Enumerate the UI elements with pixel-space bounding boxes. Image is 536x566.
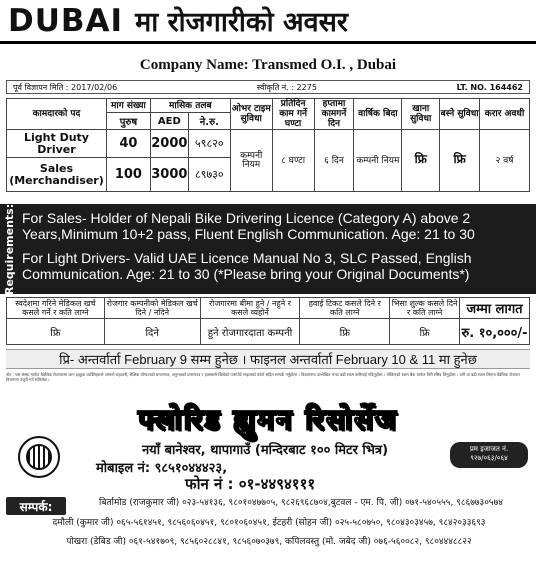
row-quantity: 40 bbox=[106, 130, 150, 158]
agency-address: नयाँ बानेश्वर, थापागाउँ (मन्दिरबाट १०० मिटर भित्र) bbox=[141, 443, 389, 458]
header-housing: बस्ने सुविधा bbox=[440, 99, 480, 130]
housing-value: फ्रि bbox=[453, 152, 466, 166]
fee-header-visa: भिसा शुल्क कसले दिने र कति लाग्ने bbox=[390, 298, 460, 319]
agency-name: फ्लोरिड ह्युमन रिसोर्सेज bbox=[138, 403, 398, 436]
subheader-male: पुरुष bbox=[106, 113, 150, 130]
cell-food bbox=[402, 130, 440, 192]
hours-value: ८ घण्टा bbox=[281, 155, 306, 166]
lt-number: LT. NO. 164462 bbox=[456, 82, 523, 92]
requirements-label: Requirements: bbox=[3, 203, 17, 295]
fees-table bbox=[6, 297, 530, 345]
agency-phone: फोन नं : ०१-४४९४१११ bbox=[185, 475, 316, 493]
contract-value: २ वर्ष bbox=[495, 155, 514, 166]
row-quantity: 100 bbox=[106, 158, 150, 192]
row-salary-npr: ८९७३० bbox=[188, 158, 230, 192]
interview-dates: प्रि- अन्तर्वार्ता February 9 सम्म हुनेछ । फाइनल अन्तर्वार्ता February 10 & 11 मा हुनेछ bbox=[6, 349, 530, 369]
header-food: खाना सुविधा bbox=[402, 99, 440, 130]
header-hours: प्रतिदिन काम गर्ने घण्टा bbox=[272, 99, 314, 130]
requirement-drivers: For Light Drivers- Valid UAE Licence Manual No 3, SLC Passed, English Communication. Age: 21 to 30 (*Please bring your Original Documents*) bbox=[22, 250, 472, 282]
table-row bbox=[7, 130, 530, 158]
license-badge: प्रम इजाजत नं. ९२७/०६३/०६४ bbox=[450, 442, 528, 468]
row-position: Sales (Merchandiser) bbox=[7, 158, 107, 192]
agency-name-box bbox=[0, 402, 536, 436]
header-position: कामदारको पद bbox=[7, 99, 107, 130]
cell-housing bbox=[440, 130, 480, 192]
fee-header-insurance: रोजगारमा बीमा हुने / नहुने र कसले व्यहोर्ने bbox=[200, 298, 300, 319]
header-overtime: ओभर टाइम सुविधा bbox=[230, 99, 272, 130]
branch-line: बिर्तामोड (राजकुमार जी) ०२३-५४१३६, ९८०१०४७७०५, ९८२६९६८७०४,बुटवल - एम. पि. जी) ०७१-५४०५५५, ९८६७७३०५७४ bbox=[99, 498, 503, 508]
agency-mobile: मोबाइल नं: ९८५१०४४४२३, bbox=[96, 461, 228, 476]
total-cost-label: जम्मा लागत bbox=[460, 298, 530, 319]
row-salary-npr: ५९८२० bbox=[188, 130, 230, 158]
cell-leave bbox=[354, 130, 402, 192]
contacts-label: सम्पर्क: bbox=[6, 497, 66, 515]
meta-strip bbox=[6, 80, 530, 94]
jobs-table bbox=[6, 98, 530, 192]
agency-logo bbox=[18, 436, 60, 478]
row-salary-aed: 3000 bbox=[150, 158, 188, 192]
cell-days bbox=[314, 130, 354, 192]
fee-value-medical: फ्रि bbox=[7, 319, 105, 345]
fee-header-company-medical: रोजगार कम्पनीको मेडिकल खर्च दिने / नदिने bbox=[104, 298, 200, 319]
header-contract: करार अवधी bbox=[480, 99, 530, 130]
globe-icon bbox=[26, 444, 52, 470]
requirements-label-box bbox=[2, 204, 18, 294]
headline-country: DUBAI bbox=[8, 2, 124, 39]
cell-overtime bbox=[230, 130, 272, 192]
cell-hours bbox=[272, 130, 314, 192]
total-cost-value: रु. १०,०००/- bbox=[460, 319, 530, 345]
branch-line: पोखरा (डेबिड जी) ०६१-५४१७०९, ९८५६०२८८४१, ९८५६०७०३७९, कपिलवस्तु (मो. जबेद जी) ०७६-५६००८२, ९८०४४४८८२२ bbox=[66, 537, 472, 547]
header-salary: मासिक तलब bbox=[150, 99, 230, 113]
leave-value: कम्पनी नियम bbox=[356, 155, 400, 166]
header-leave: वार्षिक बिदा bbox=[354, 99, 402, 130]
requirement-sales: For Sales- Holder of Nepali Bike Drivering Licence (Category A) above 2 Years,Minimum 10+2 pass, Fluent English Communication. Age: 21 to 30 bbox=[22, 210, 475, 242]
food-value: फ्रि bbox=[414, 152, 427, 166]
fee-value-visa: फ्रि bbox=[390, 319, 460, 345]
fee-value-insurance: हुने रोजगारदाता कम्पनी bbox=[200, 319, 300, 345]
cell-contract bbox=[480, 130, 530, 192]
headline-text: मा रोजगारीको अवसर bbox=[135, 7, 348, 38]
subheader-npr: ने.रु. bbox=[188, 113, 230, 130]
header-days: हप्तामा कामगर्ने दिन bbox=[314, 99, 354, 130]
row-position: Light Duty Driver bbox=[7, 130, 107, 158]
row-salary-aed: 2000 bbox=[150, 130, 188, 158]
header-quantity: माग संख्या bbox=[106, 99, 150, 113]
subheader-aed: AED bbox=[150, 113, 188, 130]
fine-print: नोट : यस संस्था मार्फत वैदेशिक रोजगारमा जान इच्छुक व्यक्तिहरूले आफ्नो राहदानी, शैक्षिक योग्यताको प्रमाणपत्र, अनुभवको प्रमाणपत्र र हालसालै खिचेको पासपोर्ट साइजको फोटो सहित सम्पर्क गर्नुहोला । विज्ञापनमा उल्लेखित भन्दा बढी रकम कसैलाई नदिनुहोला । तोकिएको रकम बैंक मार्फत तिरी रसिद लिनुहोला । ठगी वा बढी रकम लिएमा वैदेशिक रोजगार विभागमा उजुरी गर्न सकिनेछ । bbox=[6, 372, 520, 382]
fee-value-company-medical: दिने bbox=[104, 319, 200, 345]
fee-header-air-ticket: हवाई टिकट कसले दिने र कति लाग्ने bbox=[300, 298, 390, 319]
days-value: ६ दिन bbox=[324, 155, 344, 166]
fee-header-medical: स्वदेशमा गरिने मेडिकल खर्च कसले गर्ने र कति लाग्ने bbox=[7, 298, 105, 319]
company-name: Company Name: Transmed O.I. , Dubai bbox=[139, 57, 397, 73]
branch-line: दमौली (कुमार जी) ०६५-५६१४५१, ९८५६०६०४५१, ९८०१०६०४५१, ईटहरी (सोहन जी) ०२५-५८०७५०, ९८०४३०३४५७, ९८४२०३३६९३ bbox=[52, 518, 486, 528]
approval-number: स्वीकृति नं. : 2275 bbox=[256, 82, 317, 92]
requirements-section bbox=[0, 204, 536, 294]
overtime-value: कम्पनी नियम bbox=[240, 150, 263, 170]
headline-banner bbox=[0, 0, 536, 44]
publication-date: पूर्व विज्ञापन मिति : 2017/02/06 bbox=[13, 82, 118, 92]
fee-value-air-ticket: फ्रि bbox=[300, 319, 390, 345]
